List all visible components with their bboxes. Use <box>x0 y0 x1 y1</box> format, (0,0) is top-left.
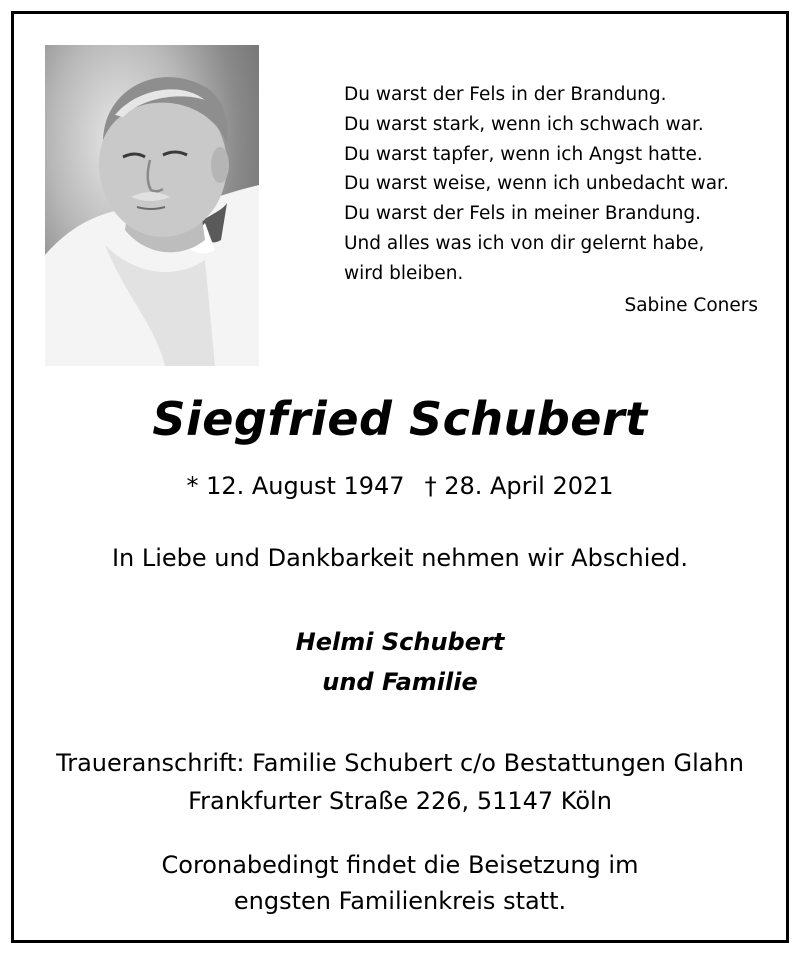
poem-line: Und alles was ich von dir gelernt habe, <box>344 232 705 254</box>
life-dates <box>14 472 786 500</box>
poem-line: Du warst tapfer, wenn ich Angst hatte. <box>344 143 703 165</box>
mourning-address <box>14 744 786 820</box>
deceased-name: Siegfried Schubert <box>152 392 648 446</box>
poem-line: Du warst weise, wenn ich unbedacht war. <box>344 173 729 195</box>
portrait-illustration <box>45 45 259 366</box>
address-line: Traueranschrift: Familie Schubert c/o Bestattungen Glahn <box>56 749 744 777</box>
portrait-photo <box>45 45 259 366</box>
notice-line: Coronabedingt findet die Beisetzung im <box>161 851 639 879</box>
poem-author: Sabine Coners <box>624 295 758 316</box>
obituary-frame <box>11 11 789 943</box>
poem <box>344 80 764 289</box>
farewell-text: In Liebe und Dankbarkeit nehmen wir Abschied. <box>111 544 689 572</box>
mourners <box>14 622 786 702</box>
poem-line: wird bleiben. <box>344 262 464 284</box>
death-date: † 28. April 2021 <box>424 472 614 500</box>
mourner-name: Helmi Schubert <box>295 628 505 656</box>
birth-date: * 12. August 1947 <box>186 472 405 500</box>
poem-line: Du warst der Fels in der Brandung. <box>344 84 667 105</box>
poem-line: Du warst stark, wenn ich schwach war. <box>344 113 704 135</box>
burial-notice <box>14 847 786 919</box>
mourner-family: und Familie <box>322 668 478 696</box>
address-line: Frankfurter Straße 226, 51147 Köln <box>188 787 612 815</box>
notice-line: engsten Familienkreis statt. <box>233 887 567 915</box>
poem-line: Du warst der Fels in meiner Brandung. <box>344 203 702 225</box>
